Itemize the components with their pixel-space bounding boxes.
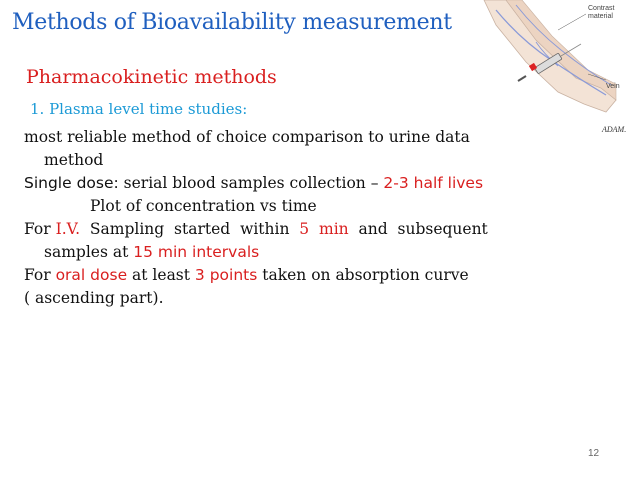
single-dose-label: Single dose: [24,174,119,192]
oral-prefix: For [24,266,56,284]
section-subheading: 1. Plasma level time studies: [30,100,248,118]
single-dose-line [24,174,483,192]
iv-line-2 [44,243,259,261]
arm-injection-illustration [466,0,630,135]
iv-prefix: For [24,220,56,238]
oral-line-2: ( ascending part). [24,289,164,307]
iv-time-highlight: 5 min [299,220,349,238]
iv-mid: Sampling started within [80,220,300,238]
iv-line2-prefix: samples at [44,243,134,261]
iv-line [24,220,488,238]
section-heading: Pharmacokinetic methods [26,66,277,88]
adam-logo: ADAM. [602,125,627,134]
oral-mid: at least [127,266,195,284]
iv-highlight: I.V. [55,220,81,238]
paragraph-line: method [44,151,104,169]
oral-dose-highlight: oral dose [55,266,128,284]
label-vein: Vein [606,83,620,90]
plot-line: Plot of concentration vs time [90,197,317,215]
page-number: 12 [588,448,600,459]
label-material: material [588,13,613,20]
oral-suffix: taken on absorption curve [257,266,469,284]
iv-suffix: and subsequent [348,220,488,238]
single-dose-highlight: 2-3 half lives [383,174,484,192]
paragraph-line: most reliable method of choice comparison to urine data [24,128,470,146]
single-dose-text: serial blood samples collection – [118,174,384,192]
slide-title: Methods of Bioavailability measurement [12,10,452,35]
iv-interval-highlight: 15 min intervals [133,243,260,261]
oral-points-highlight: 3 points [194,266,258,284]
oral-line [24,266,469,284]
label-contrast: Contrast [588,5,615,12]
